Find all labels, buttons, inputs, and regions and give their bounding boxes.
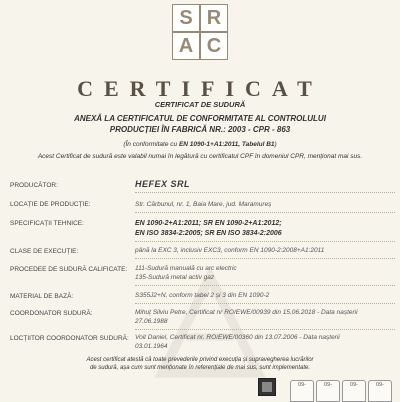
field-value: EN 1090-2+A1:2011; SR EN 1090-2+A1:2012; [135, 220, 282, 227]
logo-letter: S [173, 5, 199, 31]
divider [135, 212, 395, 213]
logo-letter: C [201, 33, 227, 59]
divider [135, 192, 395, 193]
field-value: Voit Daniel, Certificat nr. RO/EWE/00360 din 13.07.2006 - Data nașterii [135, 334, 340, 341]
field-label: COORDONATOR SUDURĂ: [10, 310, 93, 317]
logo-letter: R [201, 5, 227, 31]
field-value: până la EXC 3, inclusiv EXC3, conform EN 1090-2:2008+A1:2011 [135, 247, 325, 254]
field-label: CLASE DE EXECUȚIE: [10, 248, 79, 255]
field-label: LOCAȚIE DE PRODUCȚIE: [10, 201, 91, 208]
divider [135, 303, 395, 304]
conformity-note [0, 141, 400, 148]
divider [135, 329, 395, 330]
field-label: PRODUCĂTOR: [10, 182, 58, 189]
attestation-line-2: de sudură, așa cum sunt menționate în referențiale de mai sus, sunt implementate. [89, 365, 311, 371]
validity-stamp: 09- [342, 380, 366, 402]
srac-logo [172, 4, 228, 60]
field-label: MATERIAL DE BAZĂ: [10, 293, 74, 300]
certificate-subtitle: CERTIFICAT DE SUDURĂ [154, 100, 246, 109]
logo-letter: A [173, 33, 199, 59]
intro-text: Acest Certificat de sudură este valabil numai în legătură cu certificatul CPF în domeniul CPR, menționat mai sus. [37, 153, 363, 160]
validity-stamp: 09- [316, 380, 340, 402]
field-value-line-2: EN ISO 3834-2:2005; SR EN ISO 3834-2:2006 [135, 230, 282, 237]
divider [135, 285, 395, 286]
qr-code-icon [258, 378, 276, 396]
field-value: Str. Cărbunul, nr. 1, Baia Mare, jud. Maramureș [135, 201, 272, 208]
field-value: 111-Sudură manuală cu arc electric [135, 265, 237, 272]
annex-heading [0, 114, 400, 135]
field-value-line-2: 135-Sudură metal activ gaz [135, 274, 215, 281]
field-label: PROCEDEE DE SUDURĂ CALIFICATE: [10, 266, 128, 273]
divider [135, 258, 395, 259]
attestation-line-1: Acest certificat atestă că toate prevederile privind execuția și supravegherea lucrărilor [86, 357, 314, 363]
certificate-title: CERTIFICAT [77, 76, 323, 101]
conformity-suffix: ) [274, 141, 277, 148]
conformity-prefix: (În conformitate cu [123, 141, 179, 148]
field-value: HEFEX SRL [135, 179, 191, 189]
validity-stamp: 09- [368, 380, 392, 402]
annex-line-1: ANEXĂ LA CERTIFICATUL DE CONFORMITATE AL CONTROLULUI [74, 114, 326, 123]
field-value: S355J2+N, conform tabel 2 și 3 din EN 1090-2 [135, 292, 270, 299]
field-value-line-2: 03.01.1964 [135, 343, 168, 350]
validity-stamp: 09- [290, 380, 314, 402]
attestation-text [10, 356, 390, 372]
field-label: LOCȚIITOR COORDONATOR SUDURĂ: [10, 335, 129, 342]
divider [135, 241, 395, 242]
annex-line-2: PRODUCȚIEI ÎN FABRICĂ NR.: 2003 - CPR - 863 [109, 124, 291, 134]
field-value-line-2: 27.06.1988 [135, 318, 168, 325]
field-value: Mihuț Silviu Petre, Certificat nr RO/EWE/00939 din 15.06.2018 - Data nașterii [135, 309, 358, 316]
field-label: SPECIFICAȚII TEHNICE: [10, 220, 84, 227]
conformity-standard: EN 1090-1+A1:2011, Tabelul B1 [178, 141, 275, 148]
